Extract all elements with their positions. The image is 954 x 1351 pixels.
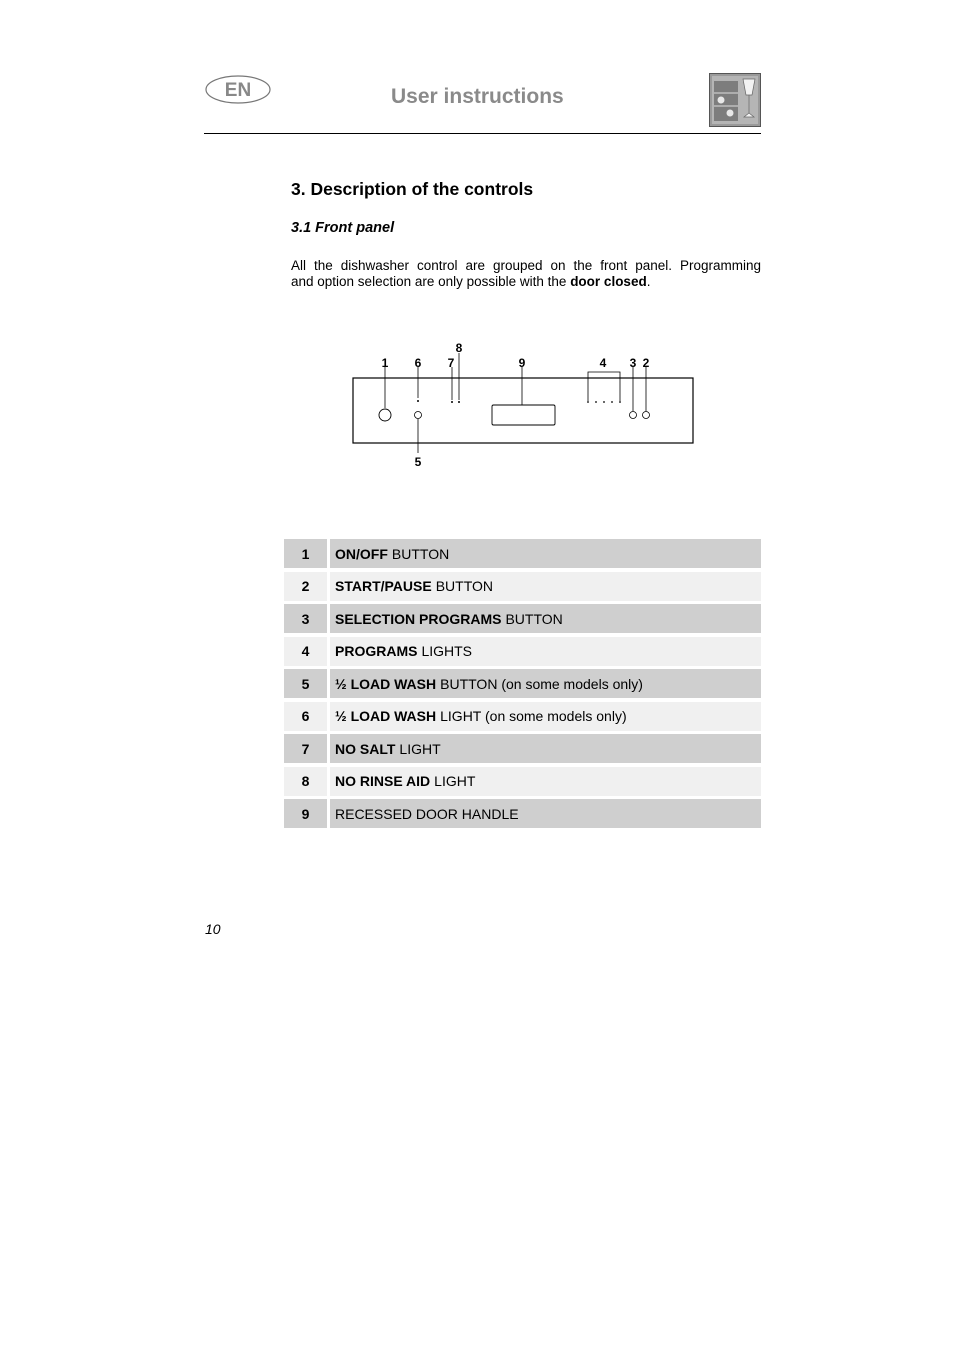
page-header-title: User instructions	[391, 85, 564, 108]
half-load-button-shape	[415, 412, 422, 419]
program-light-shape	[603, 401, 605, 403]
program-light-shape	[587, 401, 589, 403]
selection-button-shape	[630, 412, 637, 419]
legend-number: 9	[284, 799, 327, 828]
legend-number: 6	[284, 702, 327, 731]
legend-description: PROGRAMS LIGHTS	[330, 637, 761, 666]
legend-row-8	[284, 767, 761, 796]
legend-description: SELECTION PROGRAMS BUTTON	[330, 604, 761, 633]
legend-description: RECESSED DOOR HANDLE	[330, 799, 761, 828]
legend-row-3	[284, 604, 761, 633]
legend-row-7	[284, 734, 761, 763]
onoff-button-shape	[379, 409, 391, 421]
legend-description: ½ LOAD WASH BUTTON (on some models only)	[330, 669, 761, 698]
diagram-label-9: 9	[518, 356, 526, 370]
diagram-label-1: 1	[381, 356, 389, 370]
panel-outline	[353, 378, 693, 443]
legend-description: ½ LOAD WASH LIGHT (on some models only)	[330, 702, 761, 731]
diagram-label-5: 5	[414, 455, 422, 469]
program-light-shape	[619, 401, 621, 403]
diagram-label-6: 6	[414, 356, 422, 370]
legend-row-9	[284, 799, 761, 828]
legend-number: 2	[284, 572, 327, 601]
legend-number: 3	[284, 604, 327, 633]
half-load-light-shape	[417, 400, 419, 402]
legend-row-6	[284, 702, 761, 731]
legend-number: 8	[284, 767, 327, 796]
legend-number: 1	[284, 539, 327, 568]
diagram-label-7: 7	[447, 356, 455, 370]
language-code: EN	[224, 80, 252, 101]
legend-row-5	[284, 669, 761, 698]
intro-line-1: All the dishwasher control are grouped on the front panel. Programming	[291, 258, 761, 273]
legend-number: 5	[284, 669, 327, 698]
legend-description: NO SALT LIGHT	[330, 734, 761, 763]
door-handle-shape	[492, 405, 555, 425]
front-panel-diagram	[340, 335, 710, 480]
legend-row-4	[284, 637, 761, 666]
intro-emphasis: door closed	[570, 274, 647, 289]
intro-paragraph	[291, 258, 761, 290]
legend-description: NO RINSE AID LIGHT	[330, 767, 761, 796]
diagram-label-8: 8	[455, 341, 463, 355]
legend-description: ON/OFF BUTTON	[330, 539, 761, 568]
dishwasher-logo-icon	[709, 73, 761, 127]
legend-number: 7	[284, 734, 327, 763]
start-pause-button-shape	[643, 412, 650, 419]
legend-description: START/PAUSE BUTTON	[330, 572, 761, 601]
legend-row-2	[284, 572, 761, 601]
subsection-title: 3.1 Front panel	[291, 220, 395, 236]
legend-number: 4	[284, 637, 327, 666]
program-light-shape	[611, 401, 613, 403]
intro-line-2: and option selection are only possible with the door closed.	[291, 274, 651, 289]
diagram-label-4: 4	[599, 356, 607, 370]
controls-legend-table	[284, 539, 761, 832]
section-title: 3. Description of the controls	[291, 179, 534, 199]
diagram-label-2: 2	[642, 356, 650, 370]
program-light-shape	[595, 401, 597, 403]
diagram-label-3: 3	[629, 356, 637, 370]
header-divider	[204, 133, 761, 134]
no-salt-light-shape	[451, 401, 453, 403]
page-number: 10	[205, 921, 221, 937]
legend-row-1	[284, 539, 761, 568]
language-badge	[205, 75, 271, 104]
no-rinse-aid-light-shape	[458, 401, 460, 403]
